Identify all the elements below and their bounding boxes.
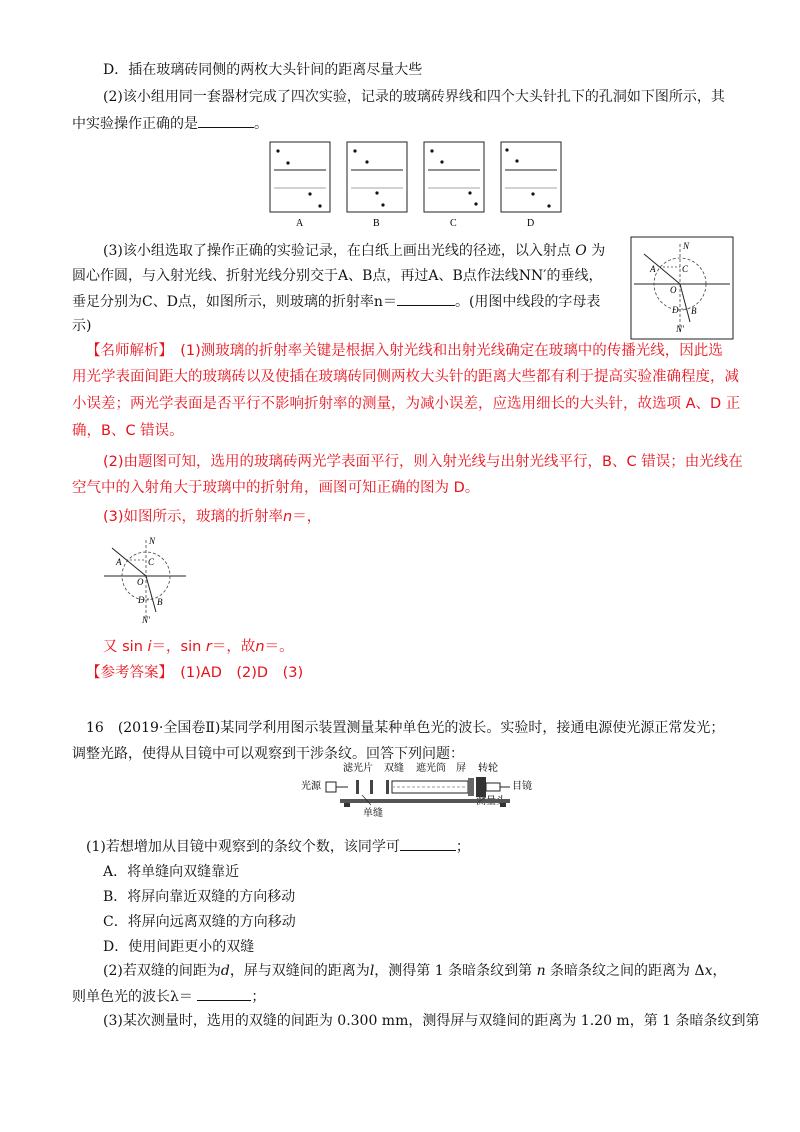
label-c: C [148, 557, 155, 567]
q16-part2-text-e: 条暗条纹之间的距离为 Δ [550, 963, 705, 979]
label-n-prime: N′ [676, 324, 684, 334]
label-single-slit: 单缝 [363, 808, 383, 818]
q16-part2-end: ； [251, 989, 266, 1005]
q16-stem-line1: 16 (2019·全国卷Ⅱ)某同学利用图示装置测量某种单色光的波长。实验时，接通电源使光源正常发光； [86, 720, 725, 736]
q16-part2-text-f: ， [712, 963, 727, 979]
var-d: d [220, 963, 230, 979]
label-a: A [116, 557, 122, 567]
label-n-prime: N′ [142, 615, 150, 625]
q16-part1-stem [86, 836, 470, 857]
q16-part1-end: ； [455, 839, 470, 855]
figure-label-d: D [527, 218, 535, 229]
q15-part2-end: 。 [254, 116, 268, 132]
four-records-figure [264, 138, 564, 230]
var-o: O [575, 243, 587, 259]
analysis-line1 [86, 341, 723, 361]
analysis-tag: 【名师解析】 [86, 343, 166, 359]
label-d: D [672, 305, 679, 315]
label-a: A [650, 264, 656, 274]
label-o: O [137, 577, 144, 587]
label-screen: 屏 [456, 763, 466, 774]
label-light-source: 光源 [301, 781, 321, 792]
label-o: O [670, 285, 677, 295]
analysis-line6: 空气中的入射角大于玻璃中的折射角，画图可知正确的图为 D。 [72, 480, 480, 496]
q15-part2-line2 [72, 113, 268, 134]
analysis-line7 [103, 507, 321, 527]
q15-part2-prompt: 中实验操作正确的是 [72, 116, 198, 132]
record-figure-c [424, 142, 484, 229]
q16-stem-line2: 调整光路，使得从目镜中可以观察到干涉条纹。回答下列问题： [72, 746, 464, 762]
q15-part3-line3 [72, 291, 600, 312]
analysis-text-8d: ＝。 [264, 639, 294, 655]
analysis-text-7: (3)如图所示，玻璃的折射率 [103, 509, 284, 525]
analysis-text-8b: ＝，sin [151, 639, 202, 655]
reference-answer [86, 663, 303, 683]
q16-part1-prompt: (1)若想增加从目镜中观察到的条纹个数，该同学可 [86, 839, 400, 855]
q16-option-a: A．将单缝向双缝靠近 [103, 864, 240, 880]
q16-part2-prompt: 则单色光的波长λ＝ [72, 989, 193, 1005]
var-r: r [205, 639, 212, 655]
q15-part2-line1: (2)该小组用同一套器材完成了四次实验，记录的玻璃砖界线和四个大头针扎下的孔洞如下图所示，其 [103, 89, 725, 105]
q15-part3-line3-end: 。(用图中线段的字母表 [454, 294, 601, 310]
label-n: N [683, 241, 690, 251]
var-n: n [255, 639, 265, 655]
refraction-circle-diagram [630, 236, 734, 340]
q15-part3-line2: 圆心作圆，与入射光线、折射光线分别交于A、B点，再过A、B点作法线NN′的垂线， [72, 268, 603, 284]
analysis-circle-diagram [102, 532, 188, 626]
label-d: D [138, 595, 145, 605]
figure-label-a: A [296, 218, 304, 229]
q16-part3-line1: (3)某次测量时，选用的双缝的间距为 0.300 mm，测得屏与双缝间的距离为 1.20 m，第 1 条暗条纹到第 [103, 1013, 760, 1029]
q15-part3-line4: 示) [72, 318, 92, 334]
var-x: x [704, 963, 713, 979]
q15-part3-text: (3)该小组选取了操作正确的实验记录，在白纸上画出光线的径迹，以入射点 [103, 243, 571, 259]
label-c: C [682, 264, 689, 274]
record-figure-b [347, 142, 407, 229]
analysis-text-1: (1)测玻璃的折射率关键是根据入射光线和出射光线确定在玻璃中的传播光线，因此选 [180, 343, 723, 359]
label-b: B [157, 597, 163, 607]
var-l: l [369, 963, 375, 979]
label-hood: 遮光筒 [416, 763, 446, 774]
q15-part3-line1 [103, 241, 605, 261]
q16-option-d: D．使用间距更小的双缝 [103, 939, 255, 955]
double-slit-apparatus [300, 758, 540, 818]
q16-option-b: B．将屏向靠近双缝的方向移动 [103, 889, 296, 905]
analysis-text-7-end: ＝， [292, 509, 322, 525]
answer-blank[interactable] [400, 836, 456, 851]
option-d-text: D．插在玻璃砖同侧的两枚大头针间的距离尽量大些 [103, 62, 423, 78]
q16-part2-line1 [103, 961, 727, 981]
answer-blank[interactable] [197, 986, 251, 1001]
label-double-slit: 双缝 [384, 763, 404, 774]
label-wheel: 转轮 [478, 763, 498, 774]
var-n: n [536, 963, 546, 979]
analysis-line3: 小误差；两光学表面是否平行不影响折射率的测量，为减小误差，应选用细长的大头针，故选项 A、D 正 [72, 396, 741, 412]
var-n: n [283, 509, 293, 525]
analysis-text-8a: 又 sin [103, 639, 143, 655]
answer-text: (1)AD (2)D (3) [180, 665, 304, 681]
label-filter: 滤光片 [343, 763, 373, 774]
answer-blank[interactable] [198, 113, 254, 128]
label-b: B [691, 306, 697, 316]
analysis-line2: 用光学表面间距大的玻璃砖以及使插在玻璃砖同侧两枚大头针的距离大些都有利于提高实验准确程度，减 [72, 369, 739, 385]
q16-option-c: C．将屏向远离双缝的方向移动 [103, 914, 296, 930]
figure-label-c: C [450, 218, 457, 229]
q16-part2-text-a: (2)若双缝的间距为 [103, 963, 221, 979]
label-n: N [149, 536, 156, 546]
analysis-line5: (2)由题图可知，选用的玻璃砖两光学表面平行，则入射光线与出射光线平行，B、C 错误；由光线在 [103, 454, 743, 470]
q16-part2-line2 [72, 986, 265, 1007]
answer-tag: 【参考答案】 [86, 665, 166, 681]
analysis-line8 [103, 637, 294, 657]
figure-label-b: B [373, 218, 380, 229]
q16-part2-text-b: ，屏与双缝间的距离为 [229, 963, 370, 979]
q15-part3-text-end: 为 [591, 243, 606, 259]
analysis-line4: 确，B、C 错误。 [72, 423, 184, 439]
analysis-text-8c: ＝，故 [211, 639, 256, 655]
answer-blank[interactable] [397, 291, 455, 306]
label-eyepiece: 目镜 [512, 781, 532, 792]
q15-part3-prompt: 垂足分别为C、D点，如图所示，则玻璃的折射率n＝ [72, 294, 397, 310]
q16-part2-text-c: ，测得第 1 条暗条纹到第 [374, 963, 533, 979]
record-figure-d [501, 142, 561, 229]
var-i: i [147, 639, 152, 655]
record-figure-a [270, 142, 330, 229]
